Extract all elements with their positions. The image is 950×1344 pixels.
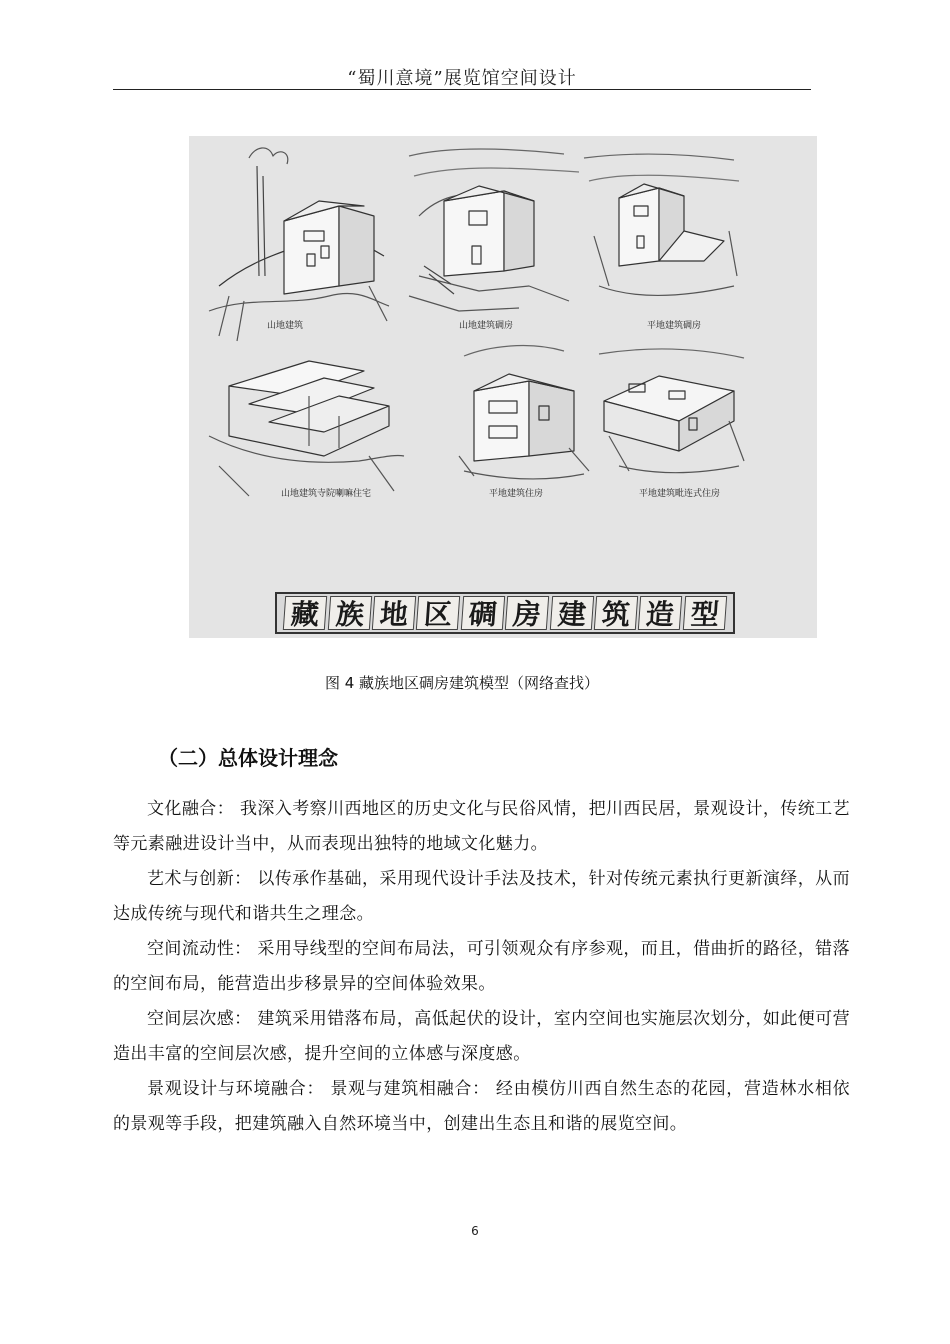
sketch-hillside-building — [209, 148, 389, 341]
figure-title-banner — [275, 592, 735, 634]
sketch-flatland-blockhouse — [584, 154, 739, 331]
panel-label-6: 平地建筑毗连式住房 — [639, 489, 721, 499]
paragraph-landscape-environment: 景观设计与环境融合： 景观与建筑相融合： 经由模仿川西自然生态的花园，营造林水相依的景观等手段，把建筑融入自然环境当中，创建出生态且和谐的展览空间。 — [113, 1079, 850, 1134]
banner-char: 藏 — [283, 596, 327, 630]
paragraph-spatial-layering: 空间层次感： 建筑采用错落布局，高低起伏的设计，室内空间也实施层次划分，如此便可营造出丰富的空间层次感，提升空间的立体感与深度感。 — [113, 1009, 850, 1064]
panel-label-4: 山地建筑寺院喇嘛住宅 — [281, 489, 372, 499]
banner-char: 区 — [416, 596, 460, 630]
banner-char: 房 — [505, 596, 549, 630]
figure-caption: 图 4 藏族地区碉房建筑模型（网络查找） — [324, 674, 600, 692]
section-heading: （二）总体设计理念 — [158, 746, 338, 770]
page-header-title: “蜀川意境”展览馆空间设计 — [347, 68, 577, 89]
paragraph-art-innovation: 艺术与创新： 以传承作基础，采用现代设计手法及技术，针对传统元素执行更新演绎，从而达成传统与现代和谐共生之理念。 — [113, 869, 850, 924]
panel-label-5: 平地建筑住房 — [489, 489, 544, 499]
banner-char: 碉 — [461, 596, 505, 630]
sketch-flatland-residence — [459, 346, 589, 499]
banner-char: 造 — [638, 596, 682, 630]
banner-char: 型 — [683, 596, 727, 630]
figure-tibetan-blockhouse-models — [189, 136, 817, 638]
banner-char: 族 — [327, 596, 371, 630]
paragraph-spatial-flow: 空间流动性： 采用导线型的空间布局法，可引领观众有序参观，而且，借曲折的路径，错落的空间布局，能营造出步移景异的空间体验效果。 — [113, 939, 850, 994]
panel-label-2: 山地建筑碉房 — [459, 321, 514, 331]
sketch-flatland-adjoining-residence — [599, 349, 744, 499]
banner-char: 筑 — [594, 596, 638, 630]
panel-label-3: 平地建筑碉房 — [647, 321, 702, 331]
sketch-hillside-blockhouse — [409, 149, 579, 331]
banner-char: 建 — [549, 596, 593, 630]
page-number: 6 — [471, 1224, 479, 1238]
banner-char: 地 — [372, 596, 416, 630]
paragraph-cultural-fusion: 文化融合： 我深入考察川西地区的历史文化与民俗风情，把川西民居，景观设计，传统工艺等元素融进设计当中，从而表现出独特的地域文化魅力。 — [113, 799, 850, 854]
sketch-illustration — [189, 136, 817, 638]
panel-label-1: 山地建筑 — [267, 321, 304, 331]
sketch-hillside-temple — [209, 361, 404, 499]
header-divider — [113, 89, 811, 90]
body-text — [113, 792, 850, 1142]
